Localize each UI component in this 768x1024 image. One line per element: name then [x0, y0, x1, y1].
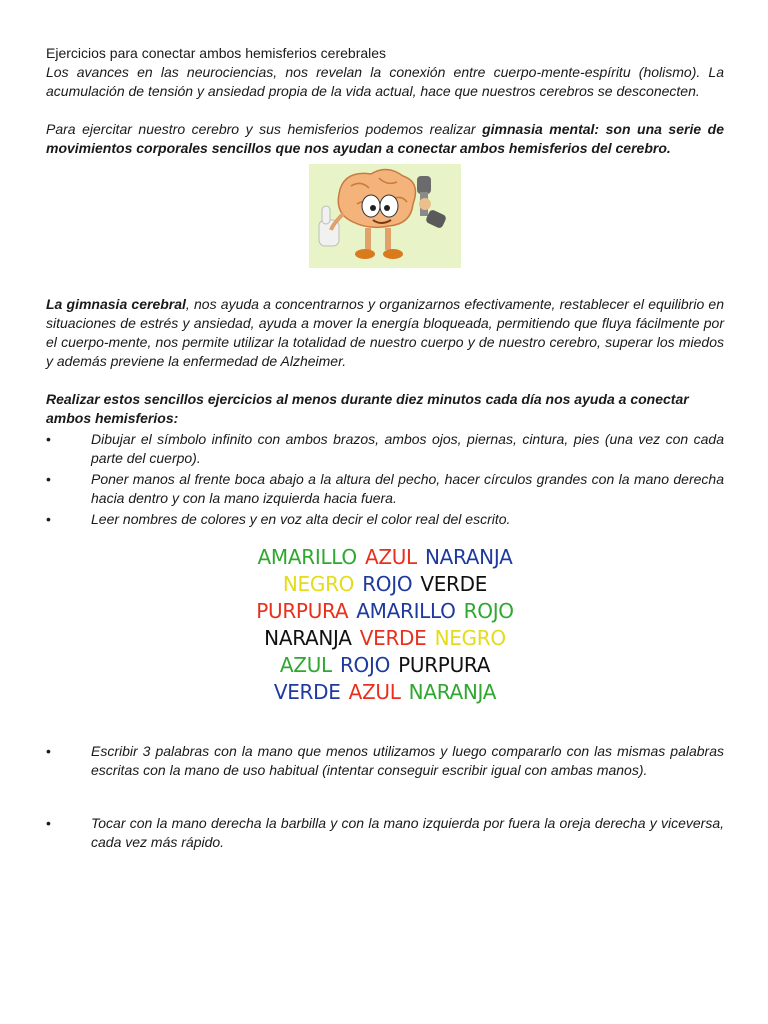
bullet-icon: • [46, 743, 51, 759]
color-word: AZUL [279, 653, 332, 677]
color-word: NEGRO [434, 626, 506, 650]
list-item-text: Tocar con la mano derecha la barbilla y con la mano izquierda por fuera la oreja derecha y viceversa, cada vez más rápido. [91, 815, 724, 850]
color-word: VERDE [359, 626, 427, 650]
color-word-row [46, 544, 724, 571]
bullet-icon: • [46, 431, 51, 447]
color-word-row [46, 571, 724, 598]
gimnasia-cerebral-bold: La gimnasia cerebral [46, 296, 186, 312]
gimnasia-mental-bold: gimnasia mental: son una serie de movimientos corporales sencillos que nos ayudan a conectar ambos hemisferios del cerebro. [46, 121, 724, 156]
color-word-row [46, 625, 724, 652]
color-word: ROJO [463, 599, 514, 623]
bullet-icon: • [46, 511, 51, 527]
color-word: NARANJA [408, 680, 497, 704]
color-word: PURPURA [256, 599, 349, 623]
gimnasia-mental-paragraph [46, 120, 724, 158]
exercise-intro-heading: Realizar estos sencillos ejercicios al menos durante diez minutos cada día nos ayuda a conectar ambos hemisferios: [46, 391, 689, 426]
list-item [46, 430, 724, 468]
color-word: AZUL [364, 545, 417, 569]
color-word: ROJO [362, 572, 413, 596]
list-item-text: Escribir 3 palabras con la mano que menos utilizamos y luego compararlo con las mismas palabras escritas con la mano de uso habitual (intentar conseguir escribir igual con ambas manos). [91, 743, 724, 778]
color-word: ROJO [339, 653, 391, 677]
list-item [46, 510, 724, 529]
intro-paragraph: Los avances en las neurociencias, nos revelan la conexión entre cuerpo-mente-espíritu (holismo). La acumulación de tensión y ansiedad propia de la vida actual, hace que nuestros cerebros se desconecten. [46, 64, 724, 99]
color-word: VERDE [420, 572, 488, 596]
list-item-text: Dibujar el símbolo infinito con ambos brazos, ambos ojos, piernas, cintura, pies (una vez con cada parte del cuerpo). [91, 431, 724, 466]
figure-container [46, 164, 724, 268]
gimnasia-mental-lead: Para ejercitar nuestro cerebro y sus hemisferios podemos realizar [46, 121, 483, 137]
color-word: AMARILLO [257, 545, 357, 569]
color-word: AZUL [348, 680, 401, 704]
list-item-text: Poner manos al frente boca abajo a la altura del pecho, hacer círculos grandes con la mano derecha hacia dentro y con la mano izquierda hacia fuera. [91, 471, 724, 506]
color-word-chart [46, 544, 724, 706]
list-item-text: Leer nombres de colores y en voz alta decir el color real del escrito. [91, 511, 511, 527]
bullet-icon: • [46, 815, 51, 831]
document-title: Ejercicios para conectar ambos hemisferios cerebrales [46, 45, 387, 61]
document-page [46, 44, 724, 852]
color-word: NEGRO [282, 572, 355, 596]
gimnasia-cerebral-text: , nos ayuda a concentrarnos y organizarnos efectivamente, restablecer el equilibrio en situaciones de estrés y ansiedad, ayuda a mover la energía bloqueada, permitiendo que fluya fácilmente por el cuerpo-mente, nos permite utilizar la totalidad de nuestro cuerpo y de nuestro cerebro, superar los miedos y además previene la enfermedad de Alzheimer. [46, 296, 724, 369]
color-word: NARANJA [264, 626, 352, 650]
bullet-icon: • [46, 471, 51, 487]
exercise-list-b [46, 742, 724, 852]
color-word: PURPURA [398, 653, 491, 677]
list-item [46, 814, 724, 852]
color-word-row [46, 652, 724, 679]
gimnasia-cerebral-paragraph [46, 295, 724, 371]
color-word: VERDE [273, 680, 341, 704]
brain-exercise-illustration [309, 164, 461, 268]
list-item [46, 742, 724, 780]
color-word: AMARILLO [356, 599, 456, 623]
exercise-list-a [46, 430, 724, 529]
color-word: NARANJA [424, 545, 513, 569]
color-word-row [46, 598, 724, 625]
list-item [46, 470, 724, 508]
color-word-row [46, 679, 724, 706]
